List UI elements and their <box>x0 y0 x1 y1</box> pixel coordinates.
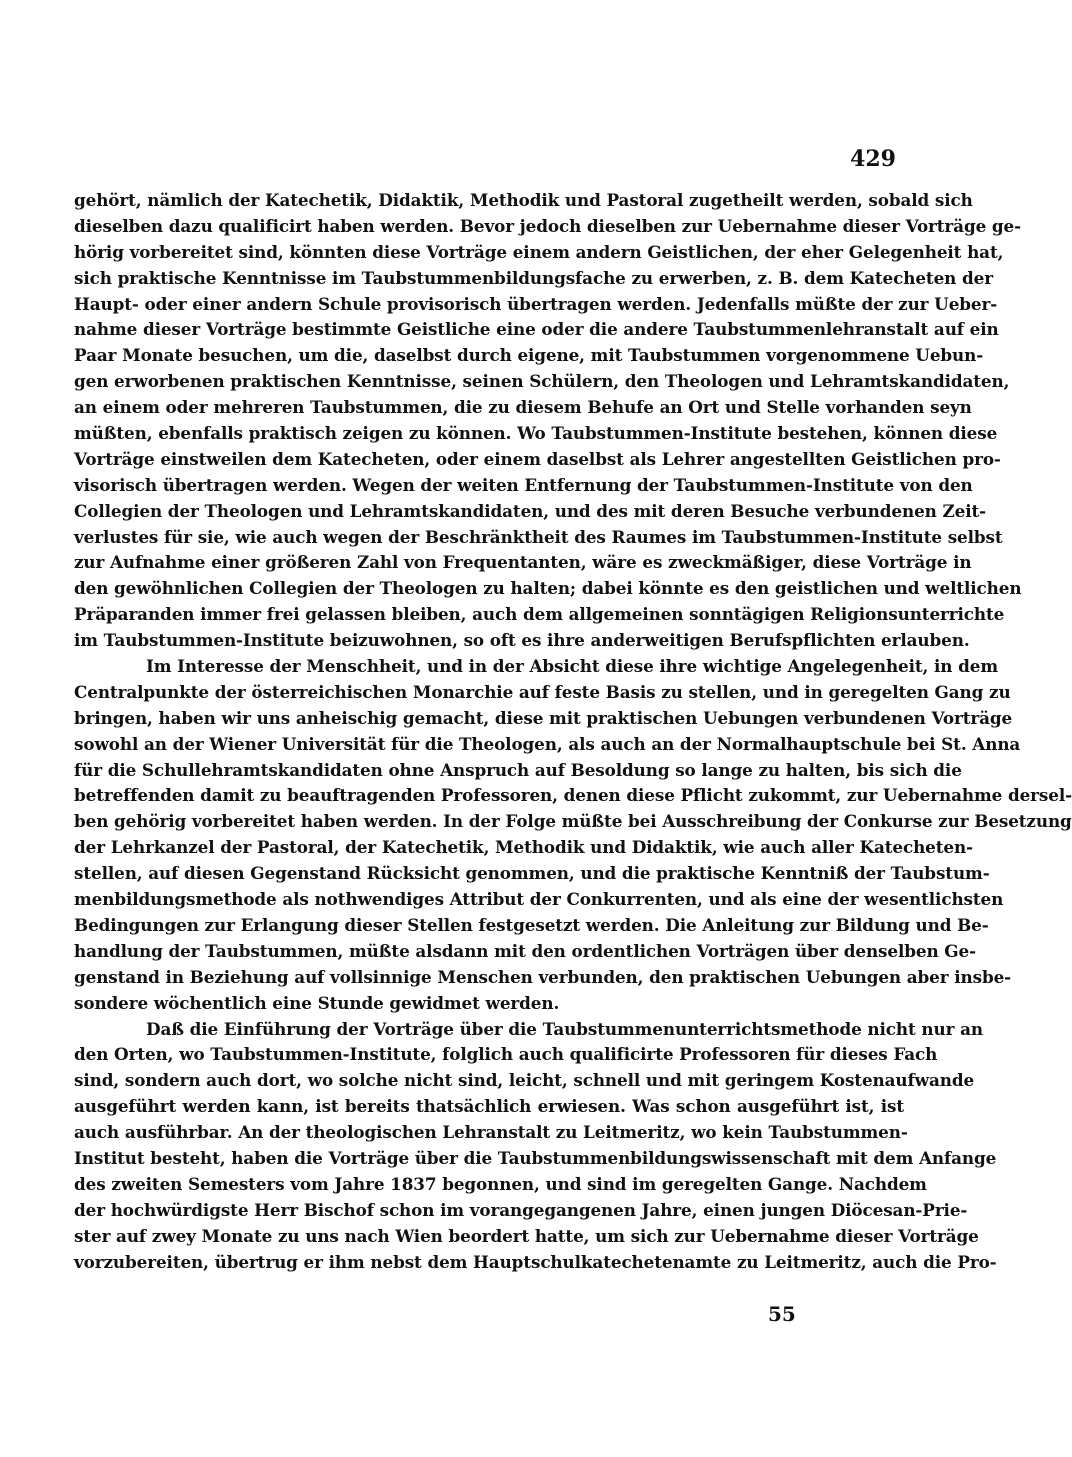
text-line: Institut besteht, haben die Vorträge über die Taubstummenbildungswissenschaft mit dem Anfange <box>74 1147 997 1168</box>
text-line: bringen, haben wir uns anheischig gemacht, diese mit praktischen Uebungen verbundenen Vorträge <box>74 707 1013 728</box>
body-text <box>74 188 1072 1275</box>
text-line: Collegien der Theologen und Lehramtskandidaten, und des mit deren Besuche verbundenen Zeit- <box>74 500 987 521</box>
text-line: Bedingungen zur Erlangung dieser Stellen festgesetzt werden. Die Anleitung zur Bildung und Be- <box>74 914 989 935</box>
signature-mark: 55 <box>768 1302 796 1326</box>
text-line: des zweiten Semesters vom Jahre 1837 begonnen, und sind im geregelten Gange. Nachdem <box>74 1173 927 1194</box>
paragraph-start-line: Im Interesse der Menschheit, und in der Absicht diese ihre wichtige Angelegenheit, in dem <box>146 656 999 677</box>
paragraph-end-line: sondere wöchentlich eine Stunde gewidmet werden. <box>74 992 560 1013</box>
text-line: der hochwürdigste Herr Bischof schon im vorangegangenen Jahre, einen jungen Diöcesan-Prie- <box>74 1199 968 1220</box>
text-line: ster auf zwey Monate zu uns nach Wien beordert hatte, um sich zur Uebernahme dieser Vorträge <box>74 1225 979 1246</box>
text-line: gehört, nämlich der Katechetik, Didaktik, Methodik und Pastoral zugetheilt werden, sobald sich <box>74 190 973 210</box>
text-line: menbildungsmethode als nothwendiges Attribut der Conkurrenten, und als eine der wesentlichsten <box>74 889 1004 910</box>
text-line: hörig vorbereitet sind, könnten diese Vorträge einem andern Geistlichen, der eher Gelegenheit hat, <box>74 241 1004 262</box>
text-line: verlustes für sie, wie auch wegen der Beschränktheit des Raumes im Taubstummen-Institute selbst <box>74 526 1003 547</box>
text-line: ben gehörig vorbereitet haben werden. In der Folge müßte bei Ausschreibung der Conkurse zur Besetzung <box>74 811 1072 832</box>
text-line: Vorträge einstweilen dem Katecheten, oder einem daselbst als Lehrer angestellten Geistlichen pro- <box>74 448 1001 469</box>
text-line: an einem oder mehreren Taubstummen, die zu diesem Behufe an Ort und Stelle vorhanden seyn <box>74 397 972 418</box>
text-line: für die Schullehramtskandidaten ohne Anspruch auf Besoldung so lange zu halten, bis sich die <box>74 759 962 780</box>
page-number: 429 <box>850 146 896 172</box>
text-line: zur Aufnahme einer größeren Zahl von Frequentanten, wäre es zweckmäßiger, diese Vorträge in <box>74 552 972 573</box>
text-line: den gewöhnlichen Collegien der Theologen zu halten; dabei könnte es den geistlichen und weltlichen <box>74 578 1022 599</box>
text-line: Haupt- oder einer andern Schule provisorisch übertragen werden. Jedenfalls müßte der zur Ueber- <box>74 293 998 314</box>
text-line: ausgeführt werden kann, ist bereits thatsächlich erwiesen. Was schon ausgeführt ist, ist <box>74 1096 904 1117</box>
text-line: vorzubereiten, übertrug er ihm nebst dem Hauptschulkatechetenamte zu Leitmeritz, auch die Pro- <box>74 1251 997 1272</box>
text-line: handlung der Taubstummen, müßte alsdann mit den ordentlichen Vorträgen über denselben Ge- <box>74 940 976 961</box>
text-line: sowohl an der Wiener Universität für die Theologen, als auch an der Normalhauptschule bei St. Anna <box>74 733 1021 754</box>
text-line: visorisch übertragen werden. Wegen der weiten Entfernung der Taubstummen-Institute von den <box>74 474 973 495</box>
text-line: betreffenden damit zu beauftragenden Professoren, denen diese Pflicht zukommt, zur Uebernahme dersel- <box>74 785 1072 806</box>
text-line: sich praktische Kenntnisse im Taubstummenbildungsfache zu erwerben, z. B. dem Katecheten der <box>74 267 993 288</box>
text-line: sind, sondern auch dort, wo solche nicht sind, leicht, schnell und mit geringem Kostenaufwande <box>74 1070 975 1091</box>
paragraph-start-line: Daß die Einführung der Vorträge über die Taubstummenunterrichtsmethode nicht nur an <box>146 1018 983 1039</box>
text-line: der Lehrkanzel der Pastoral, der Katechetik, Methodik und Didaktik, wie auch aller Katecheten- <box>74 837 973 858</box>
text-line: Paar Monate besuchen, um die, daselbst durch eigene, mit Taubstummen vorgenommene Uebun- <box>74 345 984 366</box>
text-line: stellen, auf diesen Gegenstand Rücksicht genommen, und die praktische Kenntniß der Taubstum- <box>74 863 990 884</box>
text-line: müßten, ebenfalls praktisch zeigen zu können. Wo Taubstummen-Institute bestehen, können diese <box>74 423 998 444</box>
text-line: den Orten, wo Taubstummen-Institute, folglich auch qualificirte Professoren für dieses Fach <box>74 1044 938 1065</box>
text-line: auch ausführbar. An der theologischen Lehranstalt zu Leitmeritz, wo kein Taubstummen- <box>74 1122 908 1143</box>
text-line: Centralpunkte der österreichischen Monarchie auf feste Basis zu stellen, und in geregelten Gang zu <box>74 681 1011 702</box>
text-line: Präparanden immer frei gelassen bleiben, auch dem allgemeinen sonntägigen Religionsunterrichte <box>74 604 1005 625</box>
text-line: gen erworbenen praktischen Kenntnisse, seinen Schülern, den Theologen und Lehramtskandidaten, <box>74 371 1010 392</box>
text-line: genstand in Beziehung auf vollsinnige Menschen verbunden, den praktischen Uebungen aber insbe- <box>74 966 1012 987</box>
text-line: im Taubstummen-Institute beizuwohnen, so oft es ihre anderweitigen Berufspflichten erlauben. <box>74 630 970 651</box>
text-line: dieselben dazu qualificirt haben werden. Bevor jedoch dieselben zur Uebernahme dieser Vorträge ge- <box>74 215 1021 236</box>
text-line: nahme dieser Vorträge bestimmte Geistliche eine oder die andere Taubstummenlehranstalt auf ein <box>74 319 999 340</box>
